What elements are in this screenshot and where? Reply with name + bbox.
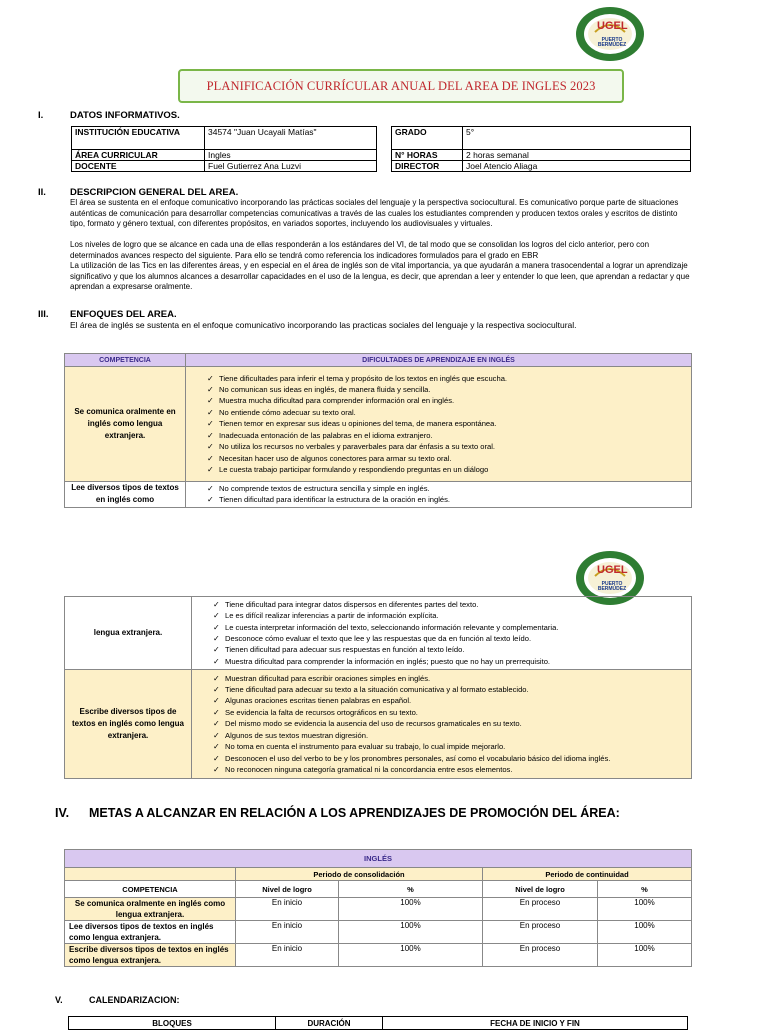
list-item: ✓ Desconocen el uso del verbo to be y los pronombres personales, así como el vocabulario básico del idioma inglés. [213,753,690,764]
section-3-heading: III. ENFOQUES DEL AREA. [38,309,177,320]
table-row: Se comunica oralmente en inglés como lengua extranjera. En inicio 100% En proceso 100% [65,898,692,921]
lee-difficulties-list-cont [193,599,690,667]
competencias-table-continued [64,596,692,779]
table-row: Escribe diversos tipos de textos en inglés como lengua extranjera. En inicio 100% En proceso 100% [65,944,692,967]
list-item: ✓ Necesitan hacer uso de algunos conectores para armar su texto oral. [207,453,690,464]
list-item: ✓ Le cuesta interpretar información del texto, seleccionando información relevante y complementaria. [213,622,690,633]
logo-text: UGEL [597,20,628,32]
list-item: ✓ Inadecuada entonación de las palabras en el idioma extranjero. [207,430,690,441]
list-item: ✓ Muestra dificultad para comprender la información en inglés; puesto que no hay un prerrequisito. [213,656,690,667]
section-1-heading: I. DATOS INFORMATIVOS. [38,110,180,121]
logo-subtext: PUERTO BERMÚDEZ [597,37,627,48]
datos-table-left: INSTITUCIÓN EDUCATIVA 34574 "Juan Ucayali Matías" ÁREA CURRICULAR Ingles DOCENTE Fuel Gutierrez Ana Luzvi [71,126,377,172]
section-5-heading: V. CALENDARIZACION: [55,995,180,1005]
list-item: ✓ Muestran dificultad para escribir oraciones simples en inglés. [213,673,690,684]
competencia-oral: Se comunica oralmente en inglés como lengua extranjera. [65,367,186,482]
logo-text: UGEL [597,564,628,576]
section-4-heading: IV. METAS A ALCANZAR EN RELACIÓN A LOS APRENDIZAJES DE PROMOCIÓN DEL ÁREA: [55,806,620,820]
section-2-heading: II. DESCRIPCION GENERAL DEL AREA. [38,187,239,198]
list-item: ✓ Tienen temor en expresar sus ideas u opiniones del tema, de manera espontánea. [207,418,690,429]
list-item: ✓ Algunos de sus textos muestran digresión. [213,730,690,741]
list-item: ✓ Tiene dificultad para adecuar su texto a la situación comunicativa y al formato establecido. [213,684,690,695]
competencia-escribe: Escribe diversos tipos de textos en inglés como lengua extranjera. [65,670,192,779]
metas-table: INGLÉS Periodo de consolidación Periodo de continuidad COMPETENCIA Nivel de logro % Nivel de logro % Se comunica oralmente en inglés como lengua extranjera. En inicio 100% En proceso 100% Lee diversos tipos de textos en inglés como lengua extranjera. En inicio 100% En proceso 100% Escribe diversos tipos de textos en inglés como lengua extranjera. En inicio 100% En proceso 100% [64,849,692,967]
list-item: ✓ No comprende textos de estructura sencilla y simple en inglés. [207,483,690,494]
competencias-table: COMPETENCIA DIFICULTADES DE APRENDIZAJE EN INGLÉS Se comunica oralmente en inglés como lengua extranjera. ✓ Tiene dificultades para inferir el tema y propósito de los textos en inglés que escucha. ✓ No comunican sus ideas en inglés, de manera fluida y sencilla. ✓ Muestra mucha dificultad para comprender información oral en inglés. ✓ No entiende cómo adecuar su texto oral. ✓ Tienen temor en expresar sus ideas u opiniones del tema, de manera espontánea. ✓ Inadecuada entonación de las palabras en el idioma extranjero. ✓ No utiliza los recursos no verbales y paraverbales para dar énfasis a su texto oral. ✓ Necesitan hacer uso de algunos conectores para armar su texto oral. ✓ Le cuesta trabajo participar formulando y respondiendo preguntas en un diálogo Lee diversos tipos de textos en inglés como ✓ No comprende textos de estructura sencilla y simple en inglés. ✓ Tienen dificultad para identificar la estructura de la oración en inglés. [64,353,692,508]
list-item: ✓ Tiene dificultades para inferir el tema y propósito de los textos en inglés que escucha. [207,373,690,384]
list-item: ✓ No reconocen ninguna categoría gramatical ni la concordancia entre esos elementos. [213,764,690,775]
list-item: ✓ Muestra mucha dificultad para comprender información oral en inglés. [207,395,690,406]
section-2-paragraph-1: El área se sustenta en el enfoque comunicativo incorporando las prácticas sociales del lenguaje y la perspectiva sociocultural. Es comunicativo porque parte de situaciones auténticas de comunicación para desarrollar competencias comunicativas a través de las cuales los estudiantes comprenden y producen textos orales y escritos de distinto tipo, formato y género textual, con diferentes propósitos, en variados soportes, incluyendo los audiovisuales y virtuales. [70,198,679,228]
list-item: ✓ Tienen dificultad para adecuar sus respuestas en función al texto leído. [213,644,690,655]
list-item: ✓ Le cuesta trabajo participar formulando y respondiendo preguntas en un diálogo [207,464,690,475]
list-item: ✓ No toma en cuenta el instrumento para evaluar su trabajo, lo cual impide mejorarlo. [213,741,690,752]
escribe-difficulties-list [193,673,690,776]
list-item: ✓ No utiliza los recursos no verbales y paraverbales para dar énfasis a su texto oral. [207,441,690,452]
section-2-paragraph-2: Los niveles de logro que se alcance en cada una de ellas responderán a los estándares del VI, de tal modo que se consolidan los logros del ciclo anterior, pero con determinados avances respecto del siguiente. Para ello se tendrá como referencia los indicadores formulados para el grado en EBR [70,240,650,260]
lee-difficulties-list [187,483,690,506]
list-item: ✓ Desconoce cómo evaluar el texto que lee y las respuestas que da en función al texto leído. [213,633,690,644]
table-row: Lee diversos tipos de textos en inglés como lengua extranjera. En inicio 100% En proceso 100% [65,921,692,944]
ugel-logo [575,6,645,62]
logo-subtext: PUERTO BERMÚDEZ [597,581,627,592]
datos-table-right: GRADO 5° N° HORAS 2 horas semanal DIRECTOR Joel Atencio Aliaga [391,126,691,172]
oral-difficulties-list [187,373,690,476]
list-item: ✓ Le es difícil realizar inferencias a partir de información explícita. [213,610,690,621]
calendar-table: BLOQUES DURACIÓN FECHA DE INICIO Y FIN [68,1016,688,1030]
list-item: ✓ Algunas oraciones escritas tienen palabras en español. [213,695,690,706]
list-item: ✓ No comunican sus ideas en inglés, de manera fluida y sencilla. [207,384,690,395]
list-item: ✓ Tienen dificultad para identificar la estructura de la oración en inglés. [207,494,690,505]
list-item: ✓ No entiende cómo adecuar su texto oral. [207,407,690,418]
competencia-lee-cont: lengua extranjera. [65,597,192,670]
competencia-lee: Lee diversos tipos de textos en inglés como [65,482,186,508]
list-item: ✓ Se evidencia la falta de recursos ortográficos en su texto. [213,707,690,718]
section-3-paragraph: El área de inglés se sustenta en el enfoque comunicativo incorporando las practicas sociales del lenguaje y la respectiva sociocultural. [70,320,577,330]
list-item: ✓ Del mismo modo se evidencia la ausencia del uso de recursos gramaticales en su texto. [213,718,690,729]
section-2-paragraph-3: La utilización de las Tics en las diferentes áreas, y en especial en el área de inglés son de vital importancia, ya que ayudarán a manera trasocendental a lograr un aprendizaje significativo y que los alumnos alcances a desarrollar capacidades en el uso de la lengua, es decir, que aprendan a leer y entender lo que leen, que aprendan a redactar y que aprendan a expresarse oralmente. [70,261,690,291]
page-title: PLANIFICACIÓN CURRÍCULAR ANUAL DEL AREA DE INGLES 2023 [178,69,624,103]
list-item: ✓ Tiene dificultad para integrar datos dispersos en diferentes partes del texto. [213,599,690,610]
